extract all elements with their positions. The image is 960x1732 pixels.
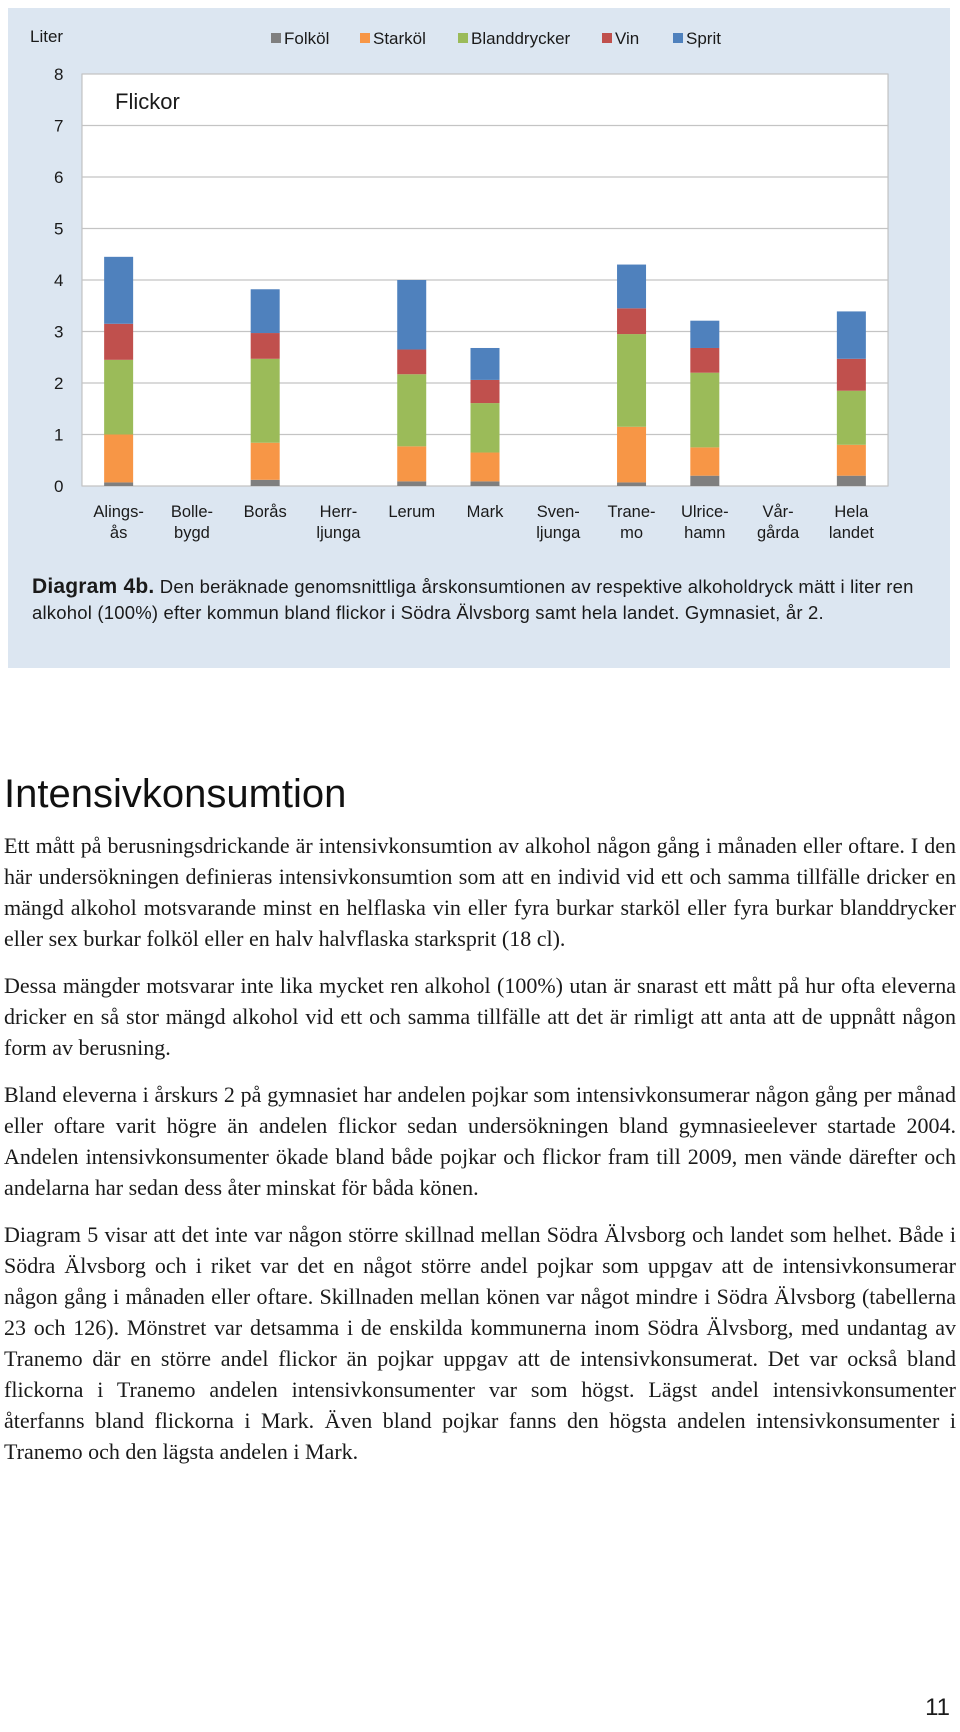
bar-segment bbox=[251, 359, 280, 443]
bar-segment bbox=[397, 350, 426, 375]
bar-segment bbox=[471, 380, 500, 403]
stacked-bar-chart bbox=[8, 8, 950, 568]
bar-segment bbox=[837, 476, 866, 486]
paragraph-1: Ett mått på berusningsdrickande är intensivkonsumtion av alkohol någon gång i månaden eller oftare. I den här undersökningen definieras intensivkonsumtion som att en individ vid ett och samma tillfälle dricker en mängd alkohol motsvarande minst en helflaska vin eller fyra burkar starköl eller fyra burkar blanddrycker eller sex burkar folköl eller en halv halvflaska starksprit (18 cl). bbox=[4, 833, 956, 951]
bar-segment bbox=[397, 481, 426, 486]
x-tick-label: Sven- bbox=[536, 503, 580, 521]
bar-segment bbox=[837, 311, 866, 358]
y-tick-label: 3 bbox=[54, 322, 64, 342]
bar-segment bbox=[104, 435, 133, 483]
bar-segment bbox=[617, 308, 646, 334]
legend-label: Vin bbox=[615, 29, 640, 48]
legend-label: Folköl bbox=[284, 29, 330, 48]
legend-swatch bbox=[360, 33, 370, 43]
x-tick-label: ljunga bbox=[536, 524, 581, 542]
x-tick-label: Ulrice- bbox=[680, 503, 729, 521]
bar-segment bbox=[617, 334, 646, 427]
bar-segment bbox=[837, 359, 866, 391]
bar-segment bbox=[690, 476, 719, 486]
paragraph-4: Diagram 5 visar att det inte var någon större skillnad mellan Södra Älvsborg och landet som helhet. Både i Södra Älvsborg och i riket var det en något större andel pojkar som uppgav att de intensivkonsumerar någon gång i månaden eller oftare. Skillnaden mellan könen var något mindre i Södra Älvsborg (tabellerna 23 och 126). Mönstret var detsamma i de enskilda kommunerna inom Södra Älvsborg, med undantag av Tranemo där en större andel flickor än pojkar uppgav att de intensivkonsumerat. Det var också bland flickorna i Tranemo andelen intensivkonsumenter var som högst. Lägst andel intensivkonsumenter återfanns bland flickorna i Mark. Även bland pojkar fanns den högsta andelen intensivkonsumenter i Tranemo och den lägsta andelen i Mark. bbox=[4, 1222, 956, 1464]
y-tick-label: 8 bbox=[54, 65, 64, 84]
bar-segment bbox=[471, 348, 500, 380]
caption-text: Den beräknade genomsnittliga årskonsumtionen av respektive alkoholdryck mätt i liter ren alkohol (100%) efter kommun bland flickor i Södra Älvsborg samt hela landet. Gymnasiet, år 2. bbox=[32, 576, 914, 623]
x-tick-label: Herr- bbox=[319, 503, 358, 521]
bar-segment bbox=[617, 427, 646, 483]
bar-segment bbox=[104, 482, 133, 486]
caption-label: Diagram 4b. bbox=[32, 575, 155, 598]
bar-segment bbox=[397, 374, 426, 446]
section-title: Intensivkonsumtion bbox=[4, 772, 347, 816]
y-tick-label: 6 bbox=[54, 168, 64, 187]
bar-segment bbox=[397, 446, 426, 481]
legend-swatch bbox=[458, 33, 468, 43]
chart-panel bbox=[8, 8, 950, 668]
legend-swatch bbox=[271, 33, 281, 43]
x-tick-label: gårda bbox=[756, 524, 800, 542]
bar-segment bbox=[617, 265, 646, 309]
paragraph-2: Dessa mängder motsvarar inte lika mycket ren alkohol (100%) utan är snarast ett mått på hur ofta eleverna dricker en så stor mängd alkohol vid ett och samma tillfälle att det är rimligt att anta att de uppnått någon form av berusning. bbox=[4, 973, 956, 1060]
x-tick-label: landet bbox=[828, 524, 874, 542]
y-tick-label: 4 bbox=[54, 271, 64, 290]
legend-label: Blanddrycker bbox=[471, 29, 571, 48]
x-tick-label: bygd bbox=[174, 524, 210, 542]
x-tick-label: mo bbox=[620, 524, 644, 542]
bar-segment bbox=[617, 482, 646, 486]
x-tick-label: Bolle- bbox=[170, 503, 214, 521]
x-tick-label: ås bbox=[109, 524, 128, 542]
y-tick-label: 7 bbox=[54, 116, 64, 136]
x-tick-label: ljunga bbox=[316, 524, 361, 542]
y-tick-label: 5 bbox=[54, 219, 64, 239]
x-tick-label: Alings- bbox=[93, 503, 144, 521]
bar-segment bbox=[690, 447, 719, 475]
bar-segment bbox=[104, 360, 133, 435]
bar-segment bbox=[690, 373, 719, 448]
bar-segment bbox=[690, 348, 719, 373]
bar-segment bbox=[251, 443, 280, 480]
y-tick-label: 2 bbox=[54, 374, 64, 393]
page-number: 11 bbox=[925, 1694, 950, 1721]
bar-segment bbox=[397, 280, 426, 350]
x-tick-label: Trane- bbox=[607, 503, 656, 521]
bar-segment bbox=[471, 403, 500, 452]
legend-swatch bbox=[602, 33, 612, 43]
x-tick-label: Mark bbox=[466, 503, 504, 521]
bar-segment bbox=[471, 453, 500, 482]
bar-segment bbox=[471, 481, 500, 486]
y-axis-label: Liter bbox=[30, 27, 64, 46]
legend-swatch bbox=[673, 33, 683, 43]
bar-segment bbox=[251, 480, 280, 486]
y-tick-label: 0 bbox=[54, 477, 64, 496]
chart-title: Flickor bbox=[115, 89, 180, 114]
bar-segment bbox=[837, 391, 866, 445]
x-tick-label: Borås bbox=[243, 503, 287, 521]
bar-segment bbox=[104, 324, 133, 360]
body-text bbox=[4, 830, 956, 1483]
bar-segment bbox=[251, 289, 280, 333]
x-tick-label: hamn bbox=[684, 524, 726, 542]
x-tick-label: Hela bbox=[834, 503, 869, 521]
y-tick-label: 1 bbox=[54, 425, 64, 445]
bar-segment bbox=[251, 333, 280, 359]
bar-segment bbox=[104, 257, 133, 324]
paragraph-3: Bland eleverna i årskurs 2 på gymnasiet har andelen pojkar som intensivkonsumerar någon gång per månad eller oftare varit högre än andelen flickor sedan undersökningen bland gymnasieelever startade 2004. Andelen intensivkonsumenter ökade bland både pojkar och flickor fram till 2009, men vände därefter och andelarna har sedan dess åter minskat för båda könen. bbox=[4, 1082, 956, 1200]
legend-label: Sprit bbox=[686, 29, 721, 48]
figure-caption bbox=[32, 574, 932, 626]
bar-segment bbox=[690, 321, 719, 348]
x-tick-label: Vår- bbox=[762, 503, 794, 521]
legend-label: Starköl bbox=[373, 29, 426, 48]
bar-segment bbox=[837, 445, 866, 476]
x-tick-label: Lerum bbox=[388, 503, 436, 521]
